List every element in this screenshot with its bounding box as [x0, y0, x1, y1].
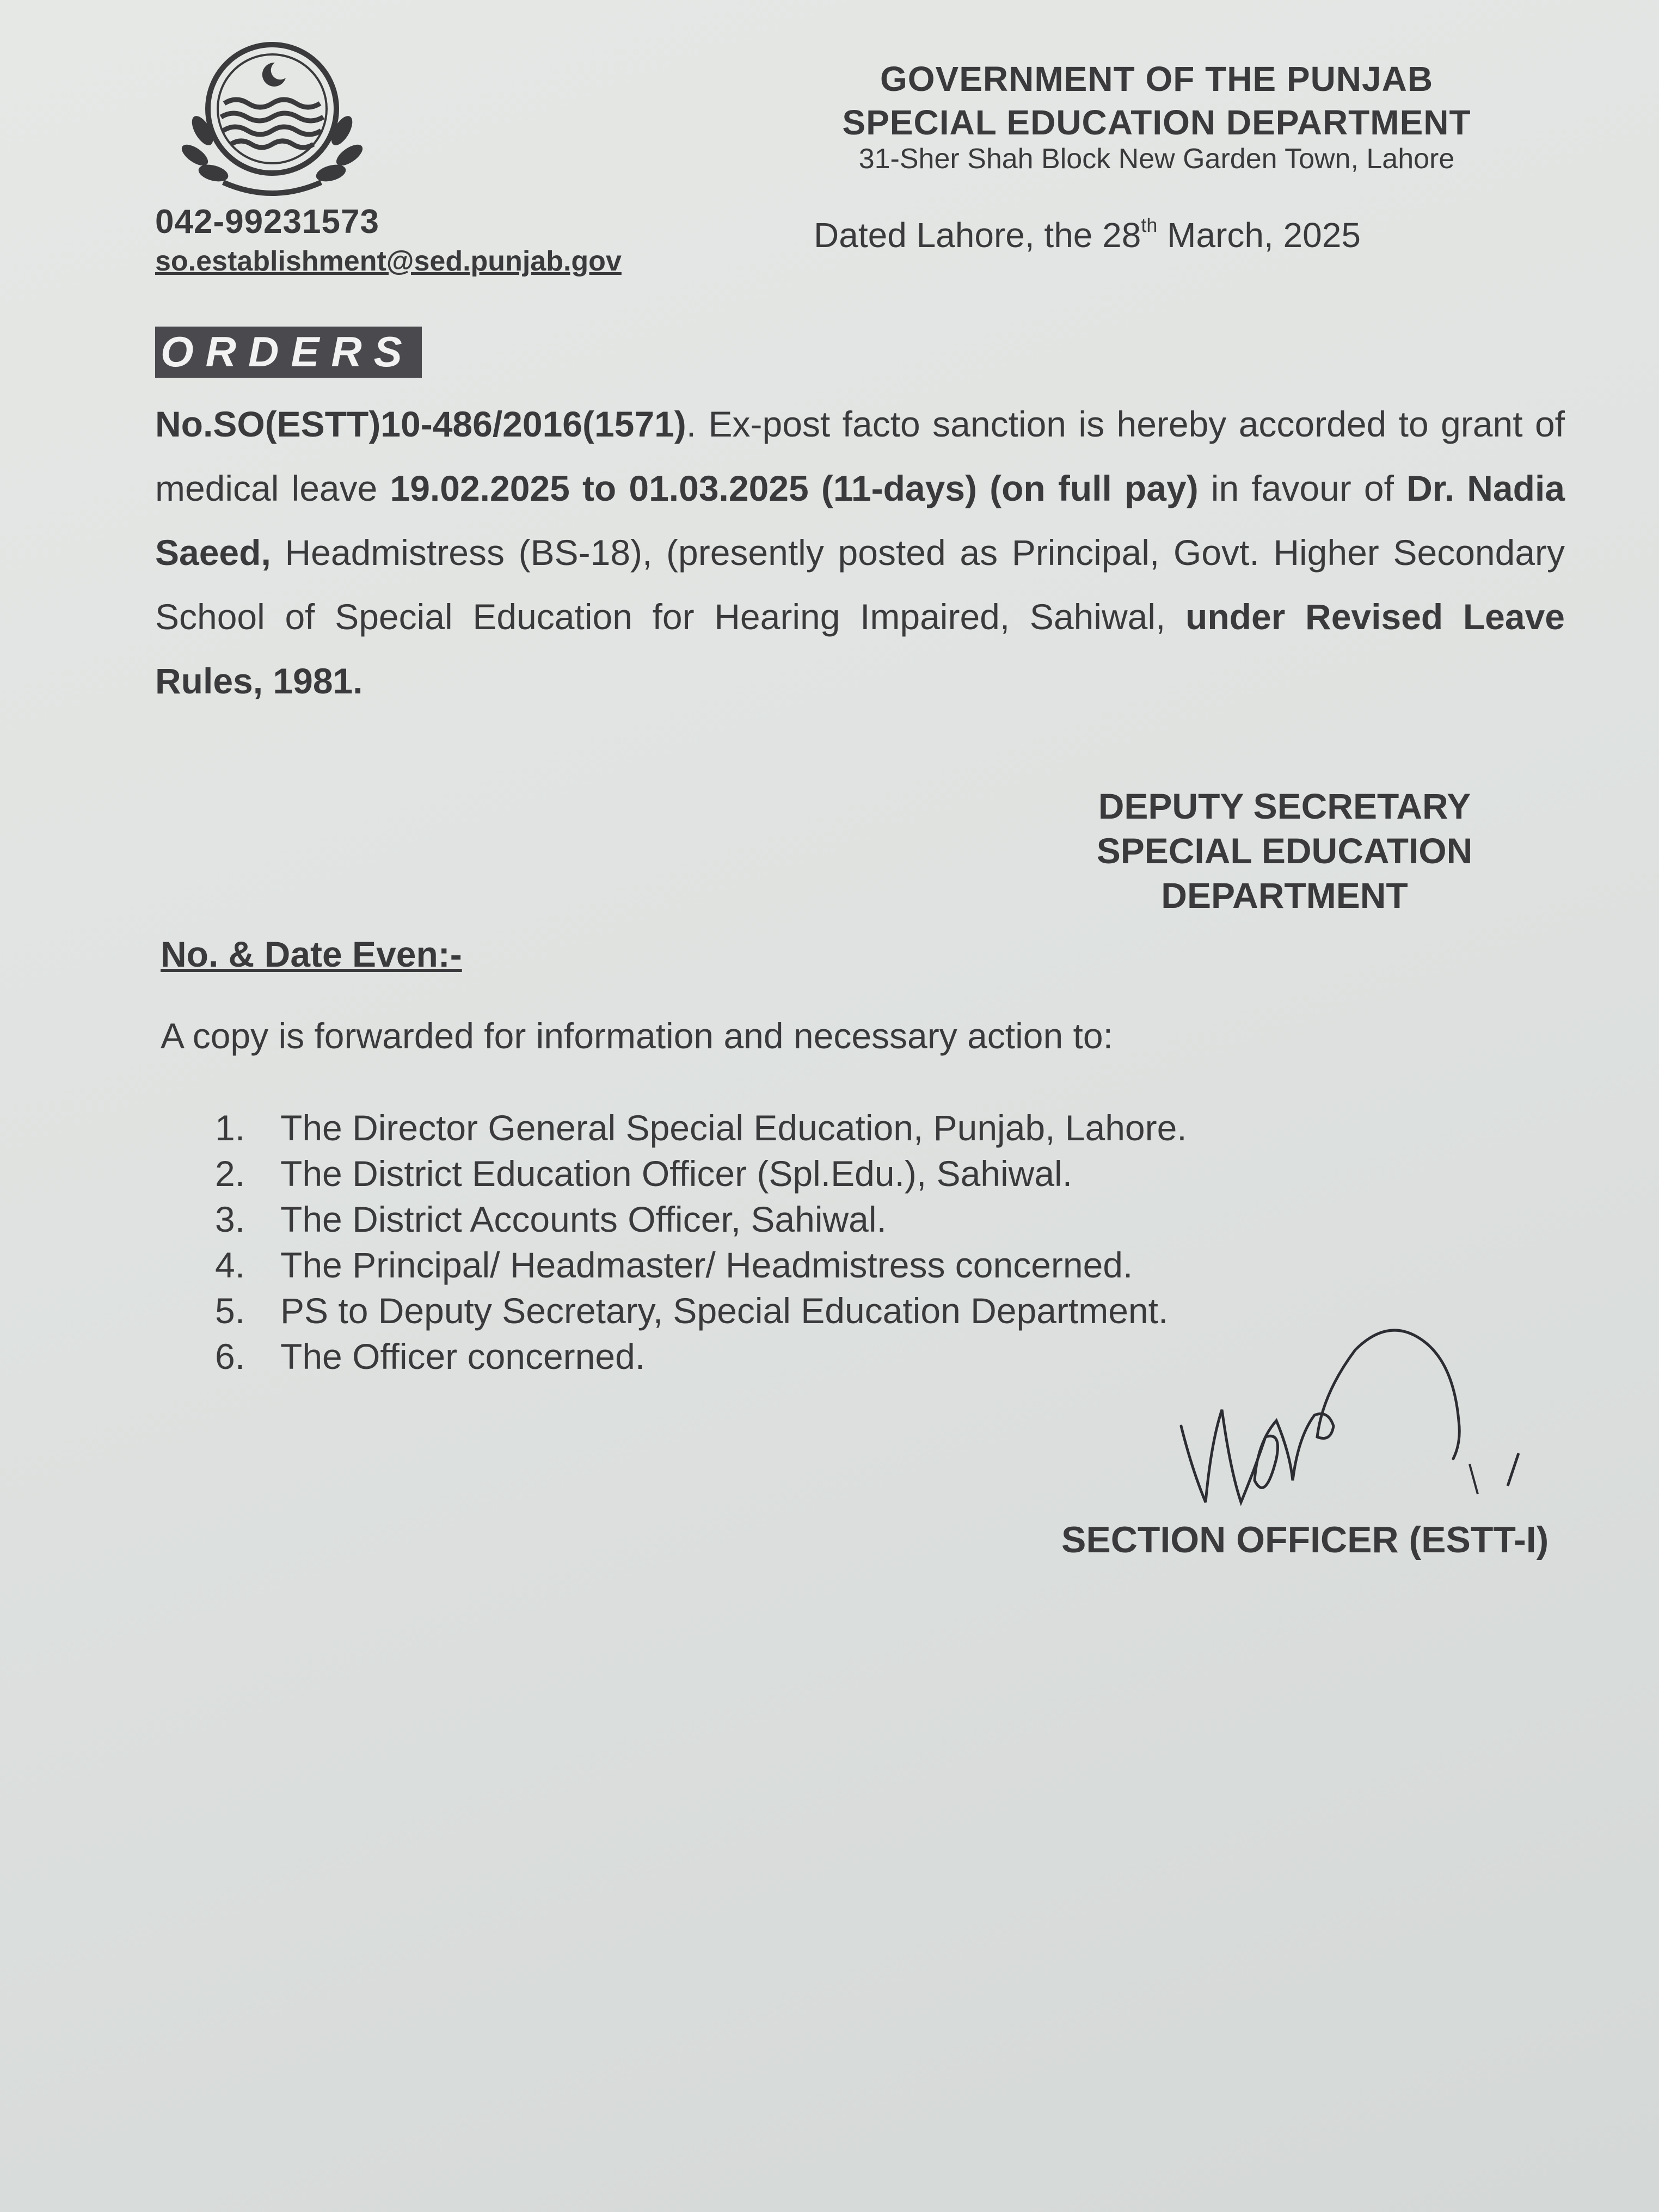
handwritten-signature — [1165, 1328, 1557, 1535]
list-item-number: 5. — [215, 1291, 245, 1331]
list-item — [215, 1288, 1187, 1334]
list-item — [215, 1196, 1187, 1242]
section-officer-title: SECTION OFFICER (ESTT-I) — [1061, 1519, 1549, 1560]
department-address: 31-Sher Shah Block New Garden Town, Lahore — [858, 143, 1455, 175]
orders-heading: ORDERS — [155, 327, 422, 378]
list-item — [215, 1151, 1187, 1196]
list-item-text: The Principal/ Headmaster/ Headmistress concerned. — [280, 1245, 1133, 1285]
department-title: SPECIAL EDUCATION DEPARTMENT — [842, 103, 1471, 142]
list-item-number: 1. — [215, 1108, 245, 1148]
list-item-text: The Director General Special Education, Punjab, Lahore. — [280, 1108, 1187, 1148]
signatory-line-3: DEPARTMENT — [1161, 875, 1408, 915]
phone-number: 042-99231573 — [155, 203, 379, 241]
list-item-number: 2. — [215, 1153, 245, 1194]
list-item-number: 4. — [215, 1245, 245, 1285]
dated-prefix: Dated Lahore, the 28 — [814, 216, 1141, 255]
dated-superscript: th — [1141, 214, 1158, 236]
dated-line — [814, 215, 1361, 255]
copy-forward-intro: A copy is forwarded for information and necessary action to: — [161, 1016, 1113, 1056]
leave-period: 19.02.2025 to 01.03.2025 (11-days) (on full pay) — [390, 468, 1199, 508]
email-link[interactable]: so.establishment@sed.punjab.gov — [155, 245, 622, 277]
list-item-text: The District Accounts Officer, Sahiwal. — [280, 1199, 887, 1239]
dated-suffix: March, 2025 — [1157, 216, 1361, 255]
signatory-line-2: SPECIAL EDUCATION — [1096, 831, 1473, 871]
list-item — [215, 1242, 1187, 1288]
order-text-2: in favour of — [1198, 468, 1407, 508]
list-item — [215, 1334, 1187, 1379]
officer-name: Dr. Nadia Saeed, — [155, 468, 1565, 573]
list-item-text: The Officer concerned. — [280, 1336, 646, 1377]
recipient-list — [215, 1105, 1187, 1379]
list-item-text: PS to Deputy Secretary, Special Education Department. — [280, 1291, 1169, 1331]
list-item-text: The District Education Officer (Spl.Edu.), Sahiwal. — [280, 1153, 1073, 1194]
order-paragraph — [155, 392, 1565, 713]
list-item-number: 6. — [215, 1336, 245, 1377]
leave-rules: under Revised Leave Rules, 1981. — [155, 597, 1565, 701]
order-reference-number: No.SO(ESTT)10-486/2016(1571) — [155, 404, 686, 444]
order-text-3: Headmistress (BS-18), (presently posted as Principal, Govt. Higher Secondary School of Special Education for Hearing Impaired, Sahiwal, — [155, 532, 1565, 637]
list-item-number: 3. — [215, 1199, 245, 1239]
list-item — [215, 1105, 1187, 1151]
no-date-even-heading: No. & Date Even:- — [161, 934, 462, 974]
signatory-line-1: DEPUTY SECRETARY — [1098, 786, 1471, 826]
government-title: GOVERNMENT OF THE PUNJAB — [880, 59, 1434, 99]
order-text-1: . Ex-post facto sanction is hereby accorded to grant of medical leave — [155, 404, 1565, 508]
punjab-emblem-icon — [163, 38, 381, 207]
deputy-secretary-signatory — [991, 784, 1578, 918]
